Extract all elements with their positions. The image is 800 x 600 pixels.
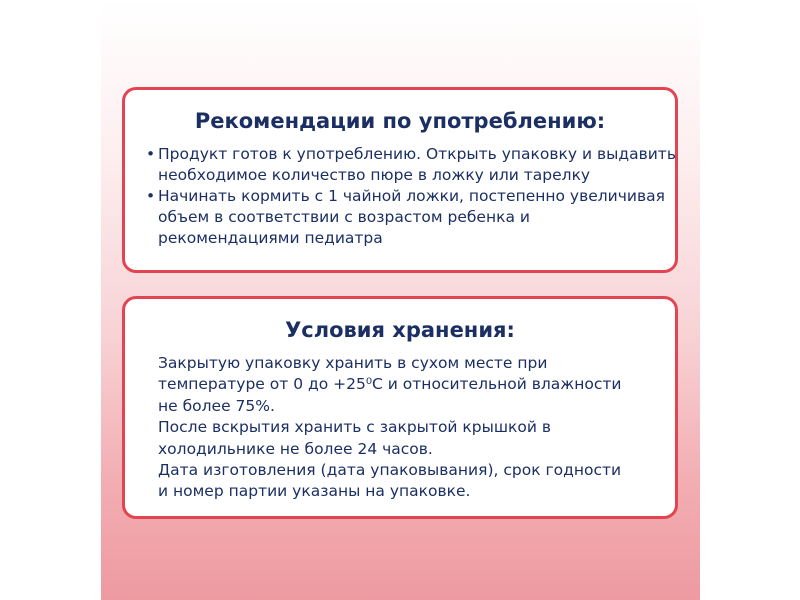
bullet-icon: • [146, 145, 156, 163]
usage-recommendations-card [122, 87, 678, 273]
list-item-text: необходимое количество пюре в ложку или тарелку [158, 166, 591, 184]
list-item-text: рекомендациями педиатра [158, 229, 383, 247]
list-item [146, 144, 675, 186]
list-item-text: объем в соответствии с возрастом ребенка и [158, 208, 530, 226]
usage-recommendations-list [125, 144, 675, 249]
storage-conditions-text [125, 353, 675, 503]
storage-text-line: холодильнике не более 24 часов. [158, 439, 433, 458]
storage-conditions-card [122, 296, 678, 519]
list-item [146, 186, 675, 249]
usage-recommendations-title: Рекомендации по употреблению: [194, 109, 606, 133]
storage-conditions-title: Условия хранения: [285, 318, 515, 342]
storage-text-line: и номер партии указаны на упаковке. [158, 482, 471, 501]
storage-text-line: температуре от 0 до +25⁰С и относительной влажности [158, 375, 622, 394]
bullet-icon: • [146, 187, 156, 205]
list-item-text: Продукт готов к употреблению. Открыть упаковку и выдавить [158, 145, 676, 163]
storage-text-line: Закрытую упаковку хранить в сухом месте при [158, 354, 548, 372]
list-item-text: Начинать кормить с 1 чайной ложки, постепенно увеличивая [158, 187, 665, 205]
storage-text-line: Дата изготовления (дата упаковывания), срок годности [158, 461, 622, 480]
storage-text-line: После вскрытия хранить с закрытой крышкой в [158, 418, 552, 437]
storage-text-line: не более 75%. [158, 396, 275, 415]
